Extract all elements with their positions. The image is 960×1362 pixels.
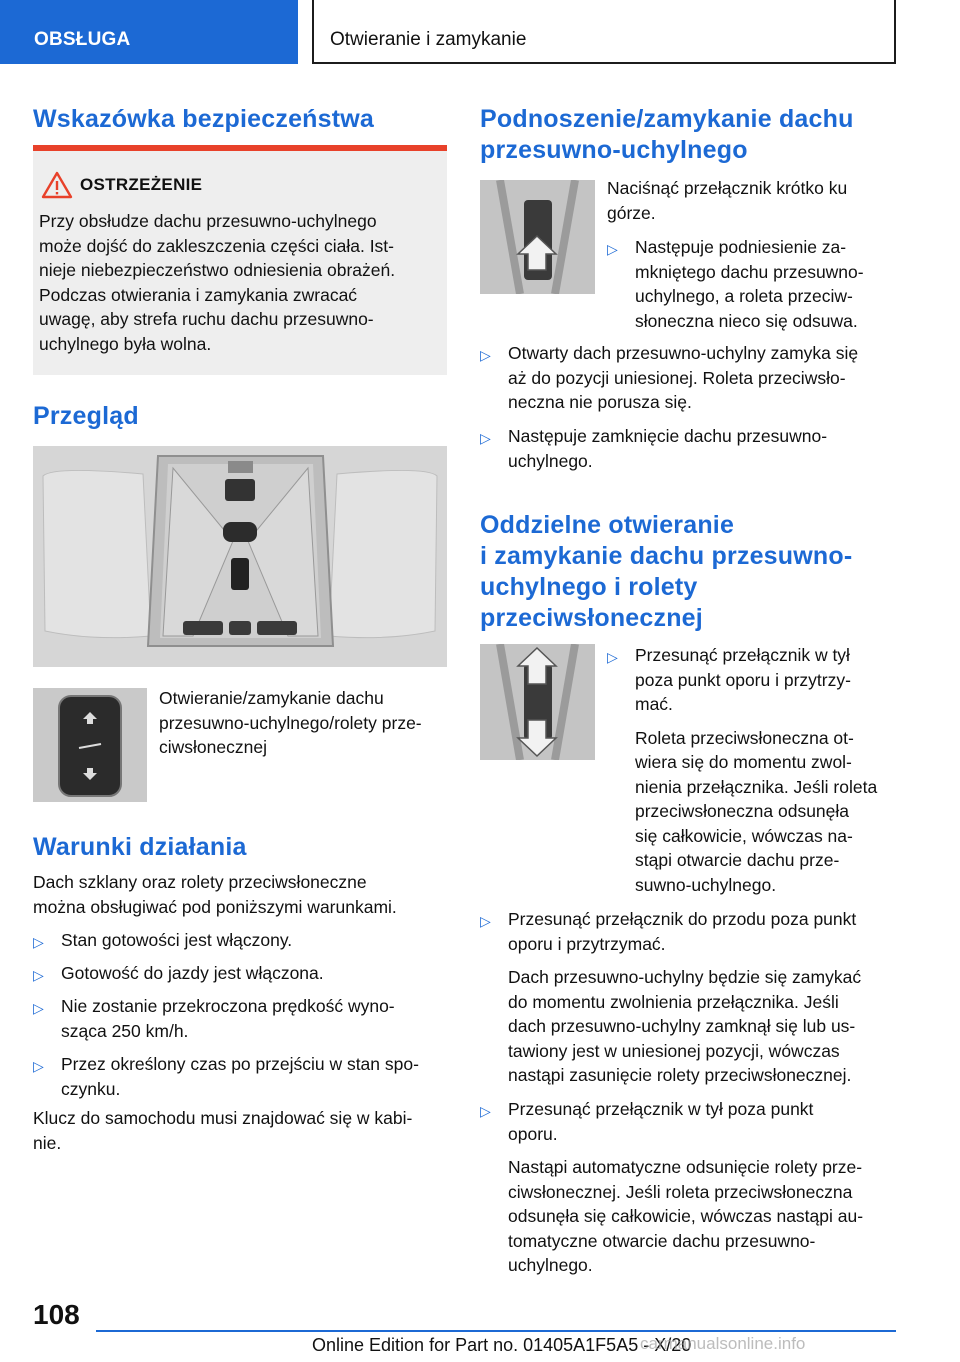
bullet-triangle-icon: ▷: [33, 1058, 44, 1074]
roof-switch-illustration: [33, 688, 147, 802]
lift-bullet: [480, 341, 895, 415]
footer-edition: Online Edition for Part no. 01405A1F5A5 - X/20: [312, 1335, 692, 1355]
text-line: neczna nie porusza się.: [508, 392, 692, 412]
separate-heading: [480, 510, 852, 634]
warning-box: [33, 145, 447, 375]
text-line: wiera się do momentu zwol-: [635, 752, 852, 772]
warning-triangle-icon: [40, 170, 74, 200]
warning-line: Przy obsłudze dachu przesuwno-uchylnego: [39, 211, 377, 231]
text-line: Nastąpi automatyczne odsunięcie rolety prze-: [508, 1157, 863, 1177]
text-line: Roleta przeciwsłoneczna ot-: [635, 727, 854, 748]
separate-bullet: [480, 1097, 895, 1278]
heading-line: przesuwno-uchylnego: [480, 136, 748, 164]
text-line: aż do pozycji uniesionej. Roleta przeciwsło-: [508, 367, 846, 388]
conditions-heading: Warunki działania: [33, 833, 247, 861]
text-line: Następuje podniesienie za-: [635, 237, 847, 257]
lift-bullet: [480, 424, 895, 473]
text-line: górze.: [607, 202, 656, 223]
text-line: oporu i przytrzymać.: [508, 933, 666, 954]
bullet-triangle-icon: ▷: [480, 347, 491, 363]
text-line: czynku.: [61, 1078, 121, 1099]
safety-heading: Wskazówka bezpieczeństwa: [33, 105, 375, 133]
switch-slide-illustration: [480, 644, 595, 760]
text-line: można obsługiwać pod poniższymi warunkami.: [33, 896, 397, 917]
footer-divider: [96, 1330, 896, 1332]
bullet-triangle-icon: ▷: [480, 430, 491, 446]
header-chapter-label: Otwieranie i zamykanie: [330, 29, 527, 50]
conditions-item: [33, 1052, 447, 1101]
switch-photo-up: [480, 180, 595, 294]
page-number: 108: [33, 1299, 80, 1330]
switch-caption: [159, 686, 449, 760]
conditions-intro: [33, 870, 447, 919]
text-line: dach przesuwno-uchylny zamknął się lub us-: [508, 1016, 856, 1036]
text-line: mkniętego dachu przesuwno-: [635, 261, 864, 282]
heading-line: Oddzielne otwieranie: [480, 511, 735, 539]
lift-intro: [607, 176, 897, 225]
switch-photo-small: [33, 688, 147, 802]
warning-line: Podczas otwierania i zamykania zwracać: [39, 284, 358, 305]
bullet-triangle-icon: ▷: [607, 649, 618, 665]
switch-photo-slide: [480, 644, 595, 760]
text-line: Gotowość do jazdy jest włączona.: [61, 963, 324, 983]
overview-heading: Przegląd: [33, 402, 139, 430]
heading-line: przeciwsłonecznej: [480, 604, 703, 632]
heading-line: Podnoszenie/zamykanie dachu: [480, 105, 854, 133]
text-line: Klucz do samochodu musi znajdować się w kabi-: [33, 1108, 413, 1128]
heading-line: uchylnego i rolety: [480, 573, 698, 601]
text-line: stąpi otwarcie dachu prze-: [635, 850, 840, 870]
text-line: Otwarty dach przesuwno-uchylny zamyka się: [508, 343, 859, 363]
warning-line: uwagę, aby strefa ruchu dachu przesuwno-: [39, 309, 374, 329]
bullet-triangle-icon: ▷: [480, 913, 491, 929]
warning-line: może dojść do zakleszczenia części ciała. Ist-: [39, 235, 394, 256]
text-line: do momentu zwolnienia przełącznika. Jeśli: [508, 991, 839, 1012]
bullet-triangle-icon: ▷: [33, 1000, 44, 1016]
text-line: nie.: [33, 1132, 62, 1153]
text-line: mać.: [635, 694, 673, 714]
text-line: Następuje zamknięcie dachu przesuwno-: [508, 426, 828, 446]
text-line: sząca 250 km/h.: [61, 1020, 189, 1041]
text-line: nastąpi zasunięcie rolety przeciwsłonecznej.: [508, 1065, 852, 1085]
text-line: uchylnego, a roleta przeciw-: [635, 286, 853, 306]
text-line: Dach przesuwno-uchylny będzie się zamykać: [508, 967, 862, 987]
conditions-item: [33, 994, 447, 1043]
roof-console-illustration: [33, 446, 447, 667]
text-line: przeciwsłoneczna odsunęła: [635, 801, 850, 821]
caption-line: ciwsłonecznej: [159, 737, 267, 757]
text-line: Dach szklany oraz rolety przeciwsłoneczne: [33, 872, 367, 892]
text-line: Naciśnąć przełącznik krótko ku: [607, 178, 848, 198]
switch-up-illustration: [480, 180, 595, 294]
header-section-tab: [0, 0, 298, 64]
warning-line: nieje niebezpieczeństwo odniesienia obrażeń.: [39, 260, 396, 280]
lift-heading: [480, 104, 854, 166]
conditions-item: [33, 928, 447, 953]
text-line: uchylnego.: [508, 450, 593, 471]
header-section-label: OBSŁUGA: [34, 29, 131, 50]
text-line: poza punkt oporu i przytrzy-: [635, 669, 851, 690]
text-line: tomatyczne otwarcie dachu przesuwno-: [508, 1230, 816, 1251]
text-line: nienia przełącznika. Jeśli roleta: [635, 776, 878, 797]
warning-line: uchylnego była wolna.: [39, 333, 212, 354]
warning-text: [39, 209, 439, 356]
text-line: się całkowicie, wówczas na-: [635, 825, 853, 846]
text-line: tawiony jest w uniesionej pozycji, wówczas: [508, 1040, 840, 1061]
watermark: carmanualsonline.info: [640, 1334, 806, 1353]
text-line: uchylnego.: [508, 1255, 593, 1275]
heading-line: i zamykanie dachu przesuwno-: [480, 542, 853, 570]
header-chapter-box: [312, 0, 896, 64]
warning-title: OSTRZEŻENIE: [80, 175, 203, 194]
bullet-triangle-icon: ▷: [607, 241, 618, 257]
text-line: suwno-uchylnego.: [635, 874, 777, 895]
text-line: Przesunąć przełącznik w tył poza punkt: [508, 1099, 814, 1119]
bullet-triangle-icon: ▷: [33, 967, 44, 983]
lift-bullet: [607, 235, 897, 333]
text-line: Stan gotowości jest włączony.: [61, 930, 293, 950]
bullet-triangle-icon: ▷: [480, 1103, 491, 1119]
text-line: Przesunąć przełącznik w tył: [635, 645, 850, 665]
roof-console-photo: [33, 446, 447, 667]
separate-bullet: [607, 643, 897, 897]
conditions-item: [33, 961, 447, 986]
text-line: Przesunąć przełącznik do przodu poza punkt: [508, 909, 857, 929]
caption-line: przesuwno-uchylnego/rolety prze-: [159, 712, 422, 733]
text-line: oporu.: [508, 1123, 558, 1144]
text-line: słoneczna nieco się odsuwa.: [635, 310, 858, 331]
text-line: ciwsłonecznej. Jeśli roleta przeciwsłoneczna: [508, 1181, 853, 1202]
caption-line: Otwieranie/zamykanie dachu: [159, 688, 384, 708]
text-line: odsunęła się całkowicie, wówczas nastąpi au-: [508, 1206, 864, 1226]
bullet-triangle-icon: ▷: [33, 934, 44, 950]
text-line: Przez określony czas po przejściu w stan spo-: [61, 1054, 419, 1074]
key-note: [33, 1106, 447, 1155]
text-line: Nie zostanie przekroczona prędkość wyno-: [61, 996, 395, 1016]
separate-bullet: [480, 907, 895, 1088]
